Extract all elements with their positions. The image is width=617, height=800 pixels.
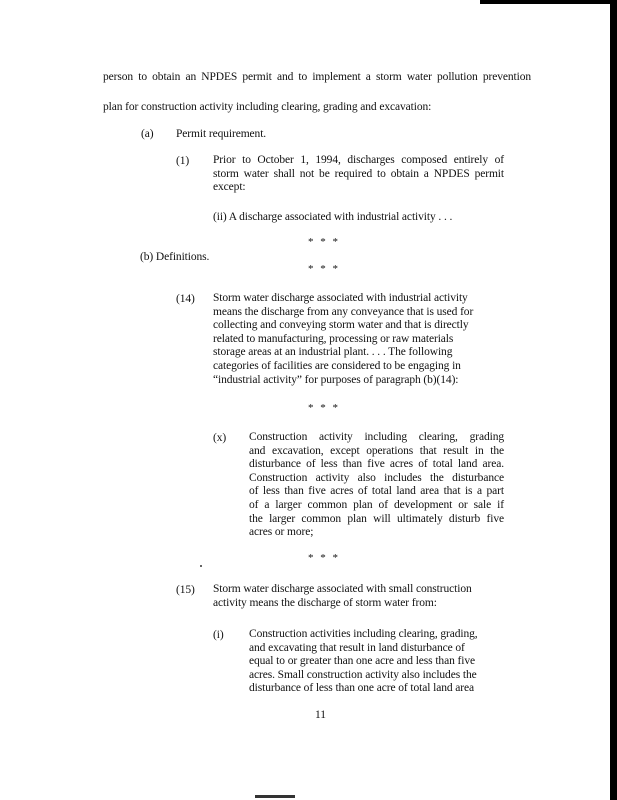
section-break-stars: * * * — [308, 552, 340, 564]
item-i-line: equal to or greater than one acre and less than five — [249, 655, 475, 668]
intro-line-1 — [103, 70, 531, 84]
section-b-title: (b) Definitions. — [140, 251, 210, 263]
item-15-line: Storm water discharge associated with small construction — [213, 583, 472, 595]
item-x-label: (x) — [213, 432, 227, 444]
item-i-paragraph — [249, 628, 499, 696]
item-x-line: the larger common plan will ultimately disturb five — [249, 512, 504, 525]
intro-line-2-text: plan for construction activity including clearing, grading and excavation: — [103, 101, 432, 113]
page-number: 11 — [315, 709, 326, 721]
intro-line-1-text: person to obtain an NPDES permit and to implement a storm water pollution prevention — [103, 71, 531, 83]
item-x-line: and excavation, except operations that result in the — [249, 444, 504, 457]
item-1-line: except: — [213, 181, 246, 194]
item-14-line: “industrial activity” for purposes of paragraph (b)(14): — [213, 373, 459, 386]
item-i-label: (i) — [213, 629, 224, 641]
scan-edge-mark-bottom — [255, 795, 295, 798]
item-1-line: Prior to October 1, 1994, discharges composed entirely of — [213, 154, 504, 166]
scan-edge-mark-top — [480, 0, 617, 4]
item-14-line: collecting and conveying storm water and that is directly — [213, 319, 469, 332]
item-i-line: disturbance of less than one acre of total land area — [249, 682, 475, 695]
item-x-line: disturbance of less than five acres of total land area. — [249, 458, 504, 471]
intro-line-2 — [103, 100, 431, 114]
item-14-line: categories of facilities are considered to be engaging in — [213, 359, 461, 372]
item-i-line: acres. Small construction activity also includes the — [249, 668, 477, 681]
item-14-paragraph — [213, 292, 503, 387]
section-a-label: (a) — [141, 128, 154, 140]
item-15-paragraph — [213, 583, 504, 610]
section-break-stars: * * * — [308, 263, 340, 275]
item-14-label: (14) — [176, 293, 195, 305]
item-15-label: (15) — [176, 584, 195, 596]
section-a-title: Permit requirement. — [176, 128, 267, 140]
scan-speck — [200, 565, 202, 567]
item-x-line: of less than five acres of total land area that is a part — [249, 485, 504, 498]
scan-edge-right — [610, 0, 617, 800]
item-1-line: storm water shall not be required to obtain a NPDES permit — [213, 167, 504, 180]
item-14-line: means the discharge from any conveyance that is used for — [213, 305, 474, 318]
item-1-label: (1) — [176, 155, 190, 167]
item-i-line: Construction activities including clearing, grading, — [249, 628, 478, 640]
item-1-ii: (ii) A discharge associated with industrial activity . . . — [213, 211, 453, 223]
item-x-line: of a larger common plan of development or sale if — [249, 498, 504, 511]
item-1-paragraph — [213, 154, 504, 195]
section-break-stars: * * * — [308, 236, 340, 248]
item-x-line: acres or more; — [249, 526, 314, 539]
item-x-paragraph — [249, 431, 504, 540]
item-14-line: storage areas at an industrial plant. . . . The following — [213, 346, 453, 359]
item-x-line: Construction activity including clearing, grading — [249, 431, 504, 443]
item-14-line: Storm water discharge associated with industrial activity — [213, 292, 468, 304]
item-15-line: activity means the discharge of storm water from: — [213, 596, 437, 609]
item-x-line: Construction activity also includes the disturbance — [249, 471, 504, 484]
item-14-line: related to manufacturing, processing or raw materials — [213, 332, 454, 345]
section-break-stars: * * * — [308, 402, 340, 414]
item-i-line: and excavating that result in land disturbance of — [249, 641, 465, 654]
